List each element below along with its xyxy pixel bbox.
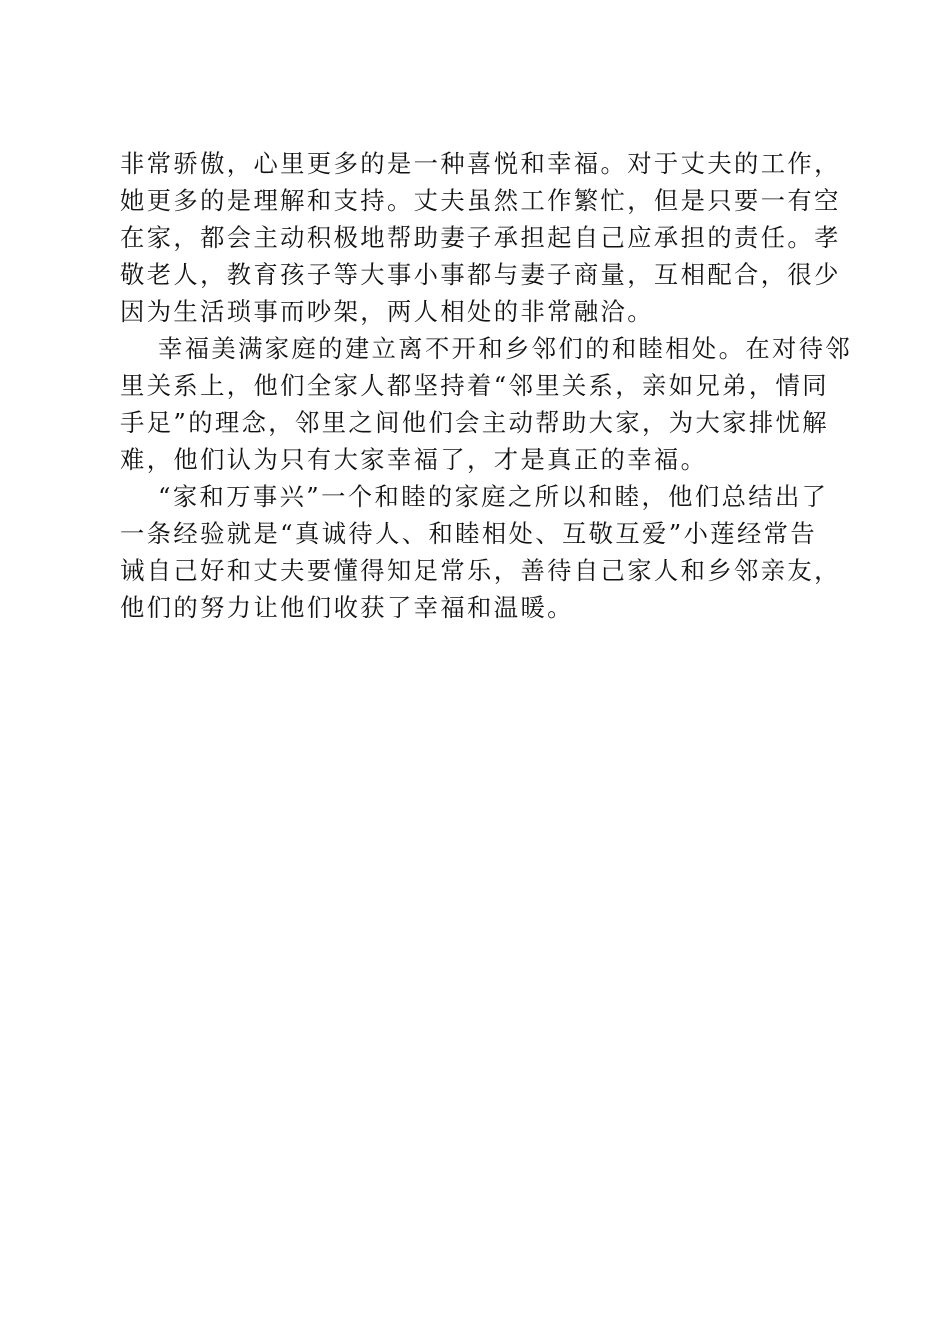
paragraph-3 (120, 478, 841, 626)
paragraph-1 (120, 145, 841, 330)
paragraph-line: 他们的努力让他们收获了幸福和温暖。 (120, 593, 574, 622)
paragraph-line: 一条经验就是“真诚待人、和睦相处、互敬互爱”小莲经常告 (120, 519, 818, 548)
paragraph-line: 敬老人，教育孩子等大事小事都与妻子商量，互相配合，很少 (120, 260, 841, 289)
paragraph-line: 难，他们认为只有大家幸福了，才是真正的幸福。 (120, 445, 708, 474)
paragraph-line: 在家，都会主动积极地帮助妻子承担起自己应承担的责任。孝 (120, 223, 841, 252)
paragraph-line: 非常骄傲，心里更多的是一种喜悦和幸福。对于丈夫的工作， (120, 149, 841, 178)
paragraph-line: 里关系上，他们全家人都坚持着“邻里关系，亲如兄弟，情同 (120, 371, 829, 400)
paragraph-line: 因为生活琐事而吵架，两人相处的非常融洽。 (120, 297, 654, 326)
paragraph-line: 幸福美满家庭的建立离不开和乡邻们的和睦相处。在对待邻 (158, 334, 853, 363)
paragraph-line: 诫自己好和丈夫要懂得知足常乐，善待自己家人和乡邻亲友， (120, 556, 841, 585)
paragraph-line: 手足”的理念，邻里之间他们会主动帮助大家，为大家排忧解 (120, 408, 829, 437)
paragraph-2 (120, 330, 853, 478)
paragraph-line: “家和万事兴”一个和睦的家庭之所以和睦，他们总结出了 (158, 482, 829, 511)
paragraph-line: 她更多的是理解和支持。丈夫虽然工作繁忙，但是只要一有空 (120, 186, 841, 215)
document-body (120, 145, 853, 626)
